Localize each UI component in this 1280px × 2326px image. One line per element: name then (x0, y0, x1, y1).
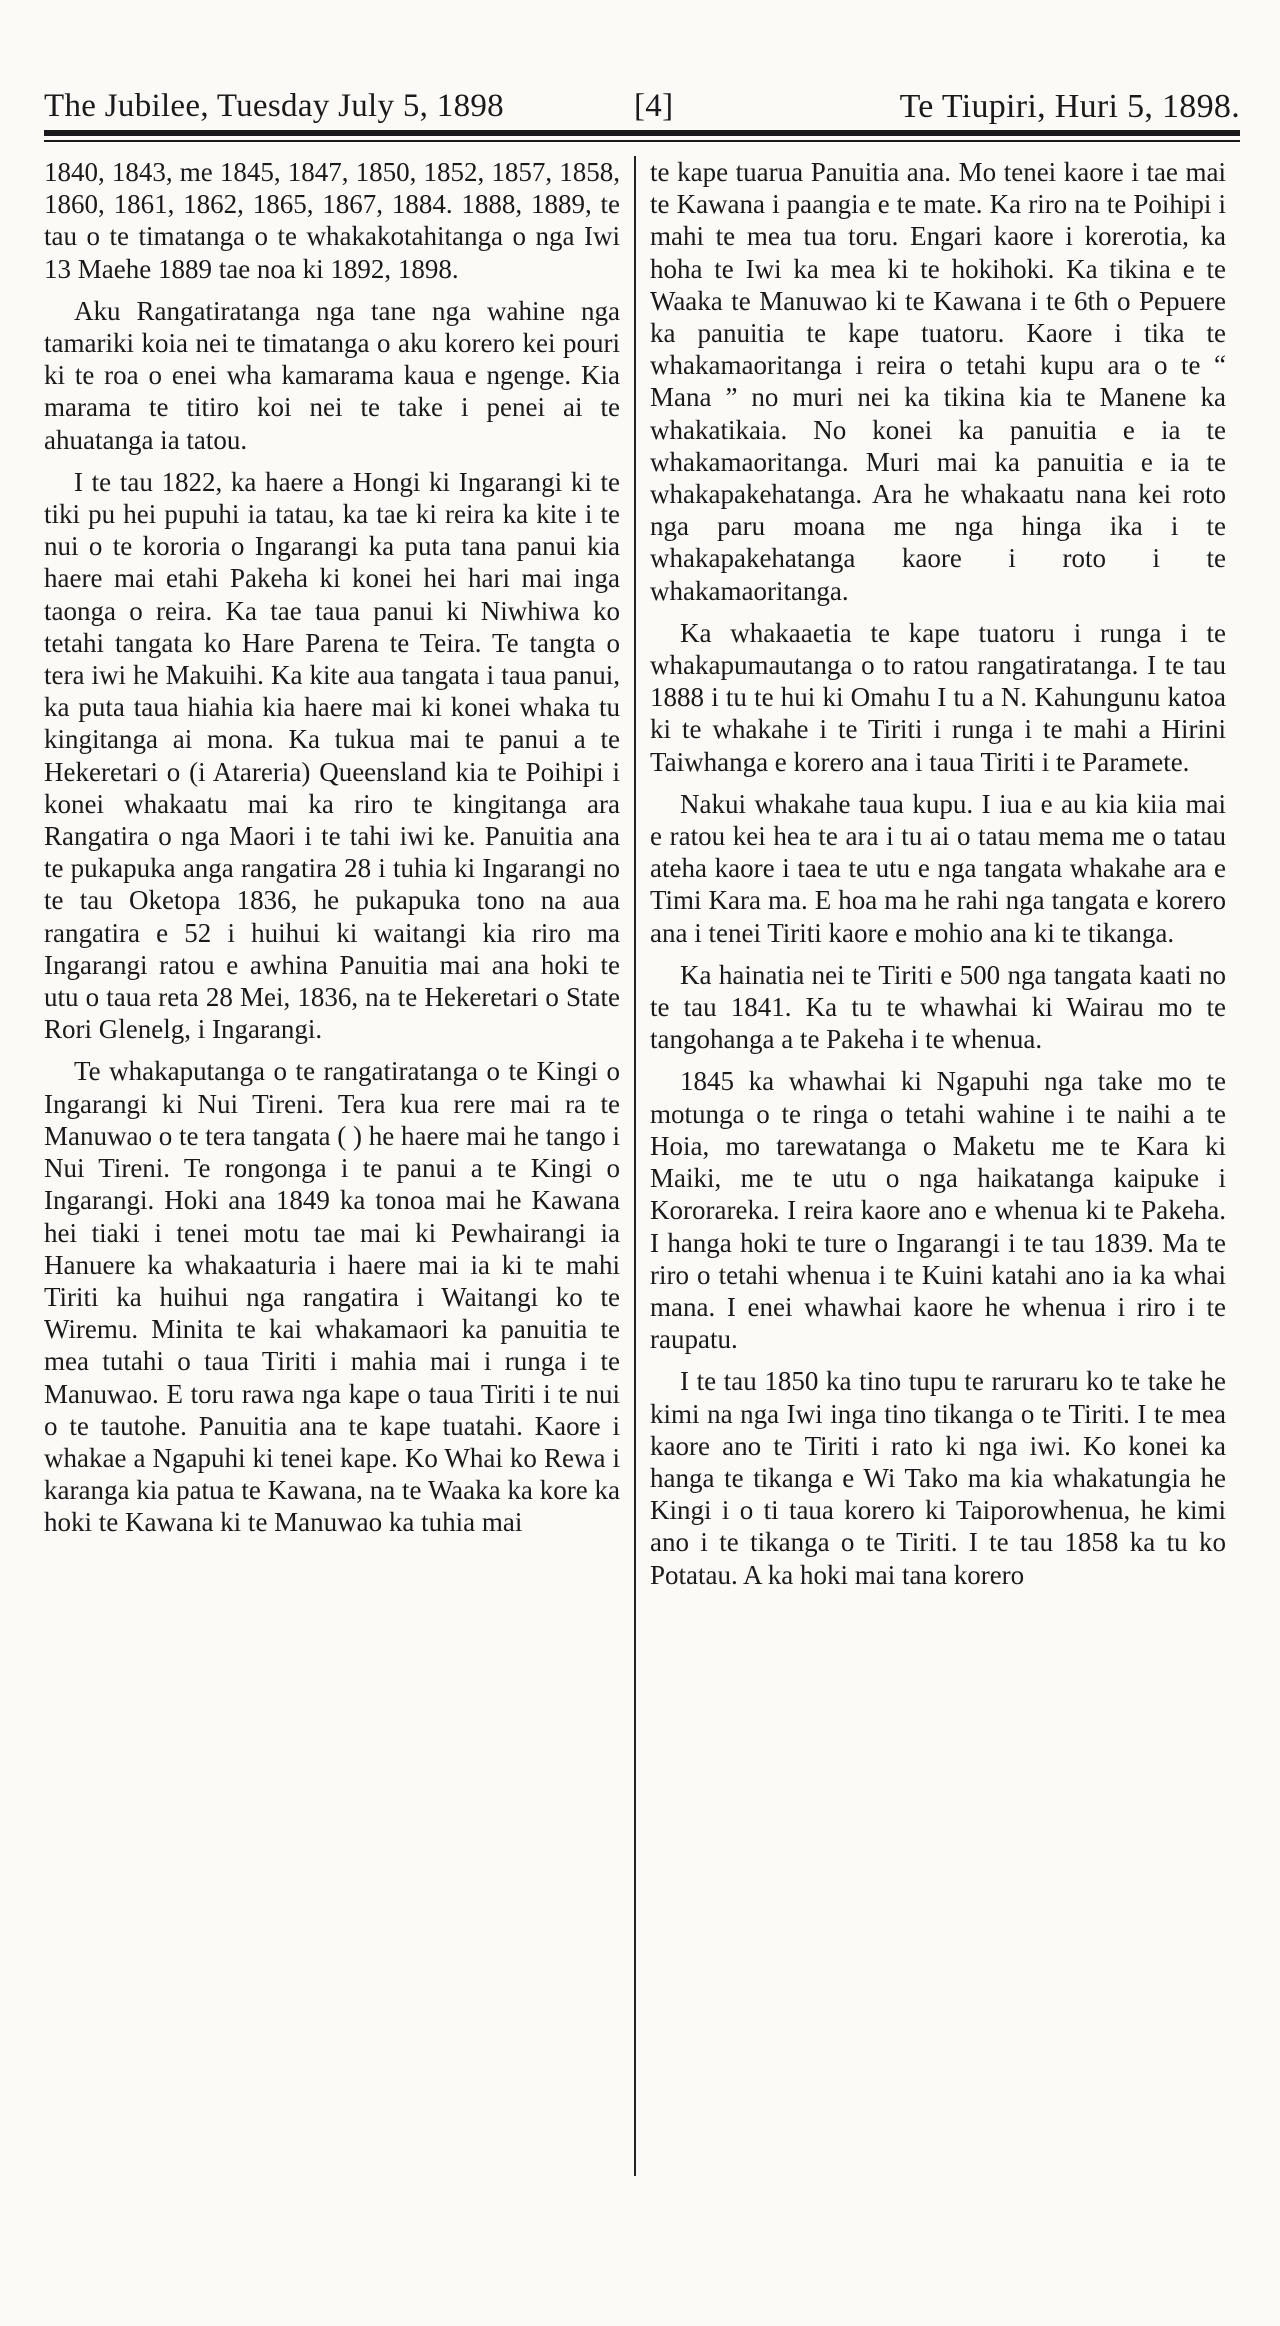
paragraph: te kape tuarua Panuitia ana. Mo tenei kaore i tae mai te Kawana i paangia e te mate. Ka riro na te Poihipi i mahi te mea tua toru. Engari kaore i korerotia, ka hoha te Iwi ka mea ki te hokihoki. Ka tikina e te Waaka te Manuwao ki te Kawana i te 6th o Pepuere ka panuitia te kape tuatoru. Kaore i tika te whakamaoritanga i reira o tetahi kupu ara o te “ Mana ” no muri nei ka tikina kia te Manene ka whakatikaia. No konei ka panuitia e ia te whakamaoritanga. Muri mai ka panuitia e ia te whakapakehatanga. Ara he whakaatu nana kei roto nga paru moana me nga hinga ika i te whakapakehatanga kaore i roto i te whakamaoritanga. (650, 157, 1226, 606)
page-header (44, 60, 1240, 130)
header-rule-thin (44, 140, 1240, 142)
article-columns (44, 156, 1240, 2216)
header-english-title: The Jubilee, Tuesday July 5, 1898 (44, 88, 504, 124)
paragraph: Ka whakaaetia te kape tuatoru i runga i te whakapumautanga o to ratou rangatiratanga. I te tau 1888 i tu te hui ki Omahu I tu a N. Kahungunu katoa ki te whakahe i te Tiriti i runga i te mahi a Hirini Taiwhanga e korero ana i taua Tiriti i te Paramete. (650, 617, 1226, 777)
paragraph: I te tau 1850 ka tino tupu te raruraru ko te take he kimi na nga Iwi inga tino tikanga o te Tiriti. I te mea kaore ano te Tiriti i rato ki nga iwi. Ko konei ka hanga te tikanga e Wi Tako ma kia whakatungia he Kingi i o ti taua korero ki Taiporowhenua, he kimi ano i te tikanga o te Tiriti. I te tau 1858 ka tu ko Potatau. A ka hoki mai tana korero (650, 1366, 1226, 1590)
paragraph: 1840, 1843, me 1845, 1847, 1850, 1852, 1857, 1858, 1860, 1861, 1862, 1865, 1867, 1884. 1888, 1889, te tau o te timatanga o te whakakotahitanga o nga Iwi 13 Maehe 1889 tae noa ki 1892, 1898. (44, 157, 620, 284)
paragraph: Aku Rangatiratanga nga tane nga wahine nga tamariki koia nei te timatanga o aku korero kei pouri ki te roa o enei wha kamarama kaua e ngenge. Kia marama te titiro koi nei te take i penei ai te ahuatanga ia tatou. (44, 295, 620, 455)
paragraph: Nakui whakahe taua kupu. I iua e au kia kiia mai e ratou kei hea te ara i tu ai o tatau mema me o tatau ateha kaore i taea te utu e nga tangata whakahe ara e Timi Kara ma. E hoa ma he rahi nga tangata e korero ana i tenei Tiriti kaore e mohio ana ki te tikanga. (650, 788, 1226, 948)
paragraph: Ka hainatia nei te Tiriti e 500 nga tangata kaati no te tau 1841. Ka tu te whawhai ki Wairau mo te tangohanga a te Pakeha i te whenua. (650, 959, 1226, 1055)
right-column (636, 156, 1226, 2216)
header-rule-thick (44, 130, 1240, 136)
header-maori-title: Te Tiupiri, Huri 5, 1898. (899, 88, 1240, 125)
page-number: [4] (634, 88, 674, 124)
paragraph: I te tau 1822, ka haere a Hongi ki Ingarangi ki te tiki pu hei pupuhi ia tatau, ka tae ki reira ka kite i te nui o te kororia o Ingarangi ka puta tana panui kia haere mai etahi Pakeha ki konei hei hari mai inga taonga o reira. Ka tae taua panui ki Niwhiwa ko tetahi tangata ko Hare Parena te Teira. Te tangta o tera iwi he Makuihi. Ka kite aua tangata i taua panui, ka puta taua hiahia kia haere mai ki konei whaka tu kingitanga ai mona. Ka tukua mai te panui a te Hekeretari o (i Atareria) Queensland kia te Poihipi i konei whakaatu mai ka riro te kingitanga ara Rangatira o nga Maori i te tahi iwi ke. Panuitia ana te pukapuka anga rangatira 28 i tuhia ki Ingarangi no te tau Oketopa 1836, he pukapuka tono na aua rangatira e 52 i huihui ki waitangi kia riro ma Ingarangi ratou e awhina Panuitia mai ana hoki te utu o taua reta 28 Mei, 1836, na te Hekeretari o State Rori Glenelg, i Ingarangi. (44, 466, 620, 1045)
left-column (44, 156, 634, 2216)
paragraph: Te whakaputanga o te rangatiratanga o te Kingi o Ingarangi ki Nui Tireni. Tera kua rere mai ra te Manuwao o te tera tangata ( ) he haere mai he tango i Nui Tireni. Te rongonga i te panui a te Kingi o Ingarangi. Hoki ana 1849 ka tonoa mai he Kawana hei tiaki i tenei motu tae mai ki Pewhairangi ia Hanuere ka whakaaturia i haere mai ia ki te mahi Tiriti ka huihui nga rangatira i Waitangi ko te Wiremu. Minita te kai whakamaori ka panuitia te mea tutahi o taua Tiriti i mahia mai i runga i te Manuwao. E toru rawa nga kape o taua Tiriti i te nui o te tautohe. Panuitia ana te kape tuatahi. Kaore i whakae a Ngapuhi ki tenei kape. Ko Whai ko Rewa i karanga kia patua te Kawana, na te Waaka ka kore ka hoki te Kawana ki te Manuwao ka tuhia mai (44, 1056, 620, 1538)
paragraph: 1845 ka whawhai ki Ngapuhi nga take mo te motunga o te ringa o tetahi wahine i te naihi a te Hoia, mo tarewatanga o Maketu me te Kara ki Maiki, me te utu o nga haikatanga kaipuke i Kororareka. I reira kaore ano e whenua ki te Pakeha. I hanga hoki te ture o Ingarangi i te tau 1839. Ma te riro o tetahi whenua i te Kuini katahi ano ia ka whai mana. I enei whawhai kaore he whenua i riro i te raupatu. (650, 1066, 1226, 1355)
